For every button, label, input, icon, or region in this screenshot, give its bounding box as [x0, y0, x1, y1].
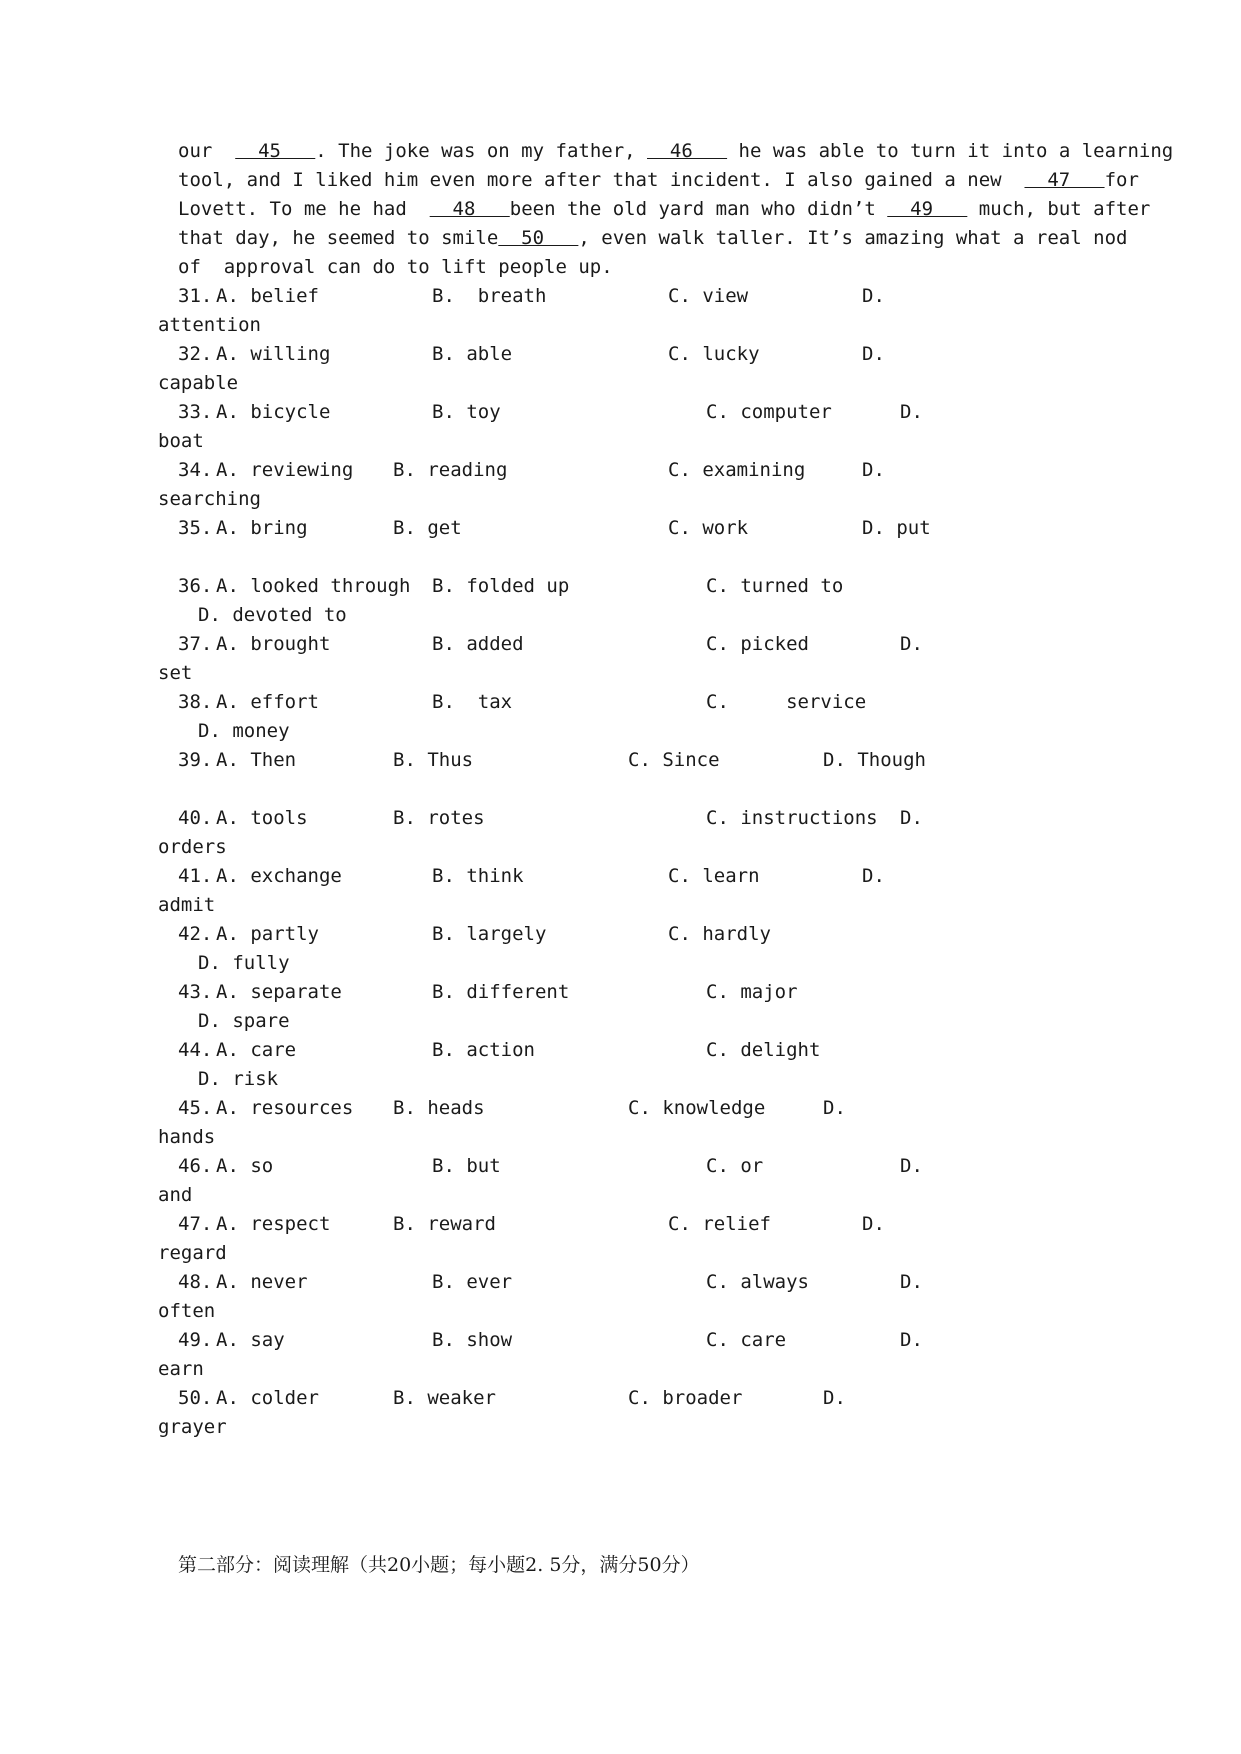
- option-c: C. picked: [706, 633, 809, 655]
- option-wrap: orders: [158, 836, 227, 858]
- option-a: A. effort: [216, 691, 319, 713]
- option-c: C. Since: [628, 749, 720, 771]
- option-d: D.: [823, 1387, 846, 1409]
- option-wrap: capable: [158, 372, 239, 394]
- option-c: C. view: [668, 285, 749, 307]
- option-c: C. care: [706, 1329, 787, 1351]
- option-b: B. ever: [432, 1271, 513, 1293]
- option-d: D.: [862, 285, 885, 307]
- question-number: 36.: [178, 575, 213, 597]
- option-a: A. separate: [216, 981, 342, 1003]
- option-a: A. willing: [216, 343, 331, 365]
- option-b: B. largely: [432, 923, 547, 945]
- question-number: 49.: [178, 1329, 213, 1351]
- option-b: B. but: [432, 1155, 501, 1177]
- question-number: 39.: [178, 749, 213, 771]
- option-wrap: D. spare: [198, 1010, 290, 1032]
- option-b: B. folded up: [432, 575, 570, 597]
- option-b: B. think: [432, 865, 524, 887]
- option-a: A. belief: [216, 285, 319, 307]
- passage-line: [178, 226, 1127, 250]
- option-a: A. bring: [216, 517, 308, 539]
- option-wrap: D. money: [198, 720, 290, 742]
- passage-line: [178, 139, 1173, 163]
- question-number: 45.: [178, 1097, 213, 1119]
- option-c: C. examining: [668, 459, 806, 481]
- question-number: 43.: [178, 981, 213, 1003]
- option-c: C. always: [706, 1271, 809, 1293]
- option-b: B. tax: [432, 691, 513, 713]
- option-wrap: searching: [158, 488, 261, 510]
- question-number: 34.: [178, 459, 213, 481]
- question-number: 46.: [178, 1155, 213, 1177]
- question-number: 47.: [178, 1213, 213, 1235]
- option-a: A. respect: [216, 1213, 331, 1235]
- option-a: A. say: [216, 1329, 285, 1351]
- question-number: 41.: [178, 865, 213, 887]
- question-number: 40.: [178, 807, 213, 829]
- option-wrap: and: [158, 1184, 193, 1206]
- option-c: C. or: [706, 1155, 764, 1177]
- option-c: C. major: [706, 981, 798, 1003]
- option-b: B. toy: [432, 401, 501, 423]
- option-b: B. Thus: [393, 749, 474, 771]
- passage-line: [178, 168, 1139, 192]
- option-wrap: regard: [158, 1242, 227, 1264]
- option-a: A. tools: [216, 807, 308, 829]
- section-heading: 第二部分：阅读理解（共20小题；每小题2. 5分，满分50分）: [178, 1554, 700, 1576]
- passage-text: . The joke was on my father,: [315, 140, 648, 162]
- blank-number: 47: [1024, 169, 1105, 191]
- option-b: B. reward: [393, 1213, 496, 1235]
- option-c: C. broader: [628, 1387, 743, 1409]
- option-c: C. service: [706, 691, 867, 713]
- passage-text: our: [178, 140, 236, 162]
- option-b: B. rotes: [393, 807, 485, 829]
- option-wrap: attention: [158, 314, 261, 336]
- question-number: 50.: [178, 1387, 213, 1409]
- option-a: A. looked through: [216, 575, 411, 597]
- passage-text: Lovett. To me he had: [178, 198, 430, 220]
- question-number: 38.: [178, 691, 213, 713]
- option-d: D.: [900, 1155, 923, 1177]
- question-number: 37.: [178, 633, 213, 655]
- passage-line: [178, 197, 1150, 221]
- option-b: B. get: [393, 517, 462, 539]
- option-c: C. work: [668, 517, 749, 539]
- blank-number: 46: [647, 140, 728, 162]
- option-wrap: D. devoted to: [198, 604, 347, 626]
- passage-text: been the old yard man who didn’t: [509, 198, 888, 220]
- option-d: D.: [900, 807, 923, 829]
- option-a: A. reviewing: [216, 459, 354, 481]
- option-a: A. colder: [216, 1387, 319, 1409]
- option-a: A. brought: [216, 633, 331, 655]
- option-d: D.: [862, 343, 885, 365]
- option-wrap: D. fully: [198, 952, 290, 974]
- passage-text: much, but after: [967, 198, 1151, 220]
- blank-number: 48: [429, 198, 510, 220]
- option-c: C. lucky: [668, 343, 760, 365]
- option-d: D.: [862, 865, 885, 887]
- option-d: D. Though: [823, 749, 926, 771]
- question-number: 48.: [178, 1271, 213, 1293]
- blank-number: 50: [498, 227, 579, 249]
- option-c: C. delight: [706, 1039, 821, 1061]
- option-b: B. action: [432, 1039, 535, 1061]
- option-a: A. care: [216, 1039, 297, 1061]
- passage-text: that day, he seemed to smile: [178, 227, 499, 249]
- option-a: A. bicycle: [216, 401, 331, 423]
- question-number: 35.: [178, 517, 213, 539]
- option-b: B. show: [432, 1329, 513, 1351]
- option-c: C. instructions: [706, 807, 878, 829]
- option-b: B. added: [432, 633, 524, 655]
- option-c: C. turned to: [706, 575, 844, 597]
- option-b: B. heads: [393, 1097, 485, 1119]
- passage-text: tool, and I liked him even more after that incident. I also gained a new: [178, 169, 1025, 191]
- blank-number: 49: [887, 198, 968, 220]
- option-c: C. hardly: [668, 923, 771, 945]
- question-number: 44.: [178, 1039, 213, 1061]
- question-number: 33.: [178, 401, 213, 423]
- option-a: A. never: [216, 1271, 308, 1293]
- option-wrap: grayer: [158, 1416, 227, 1438]
- option-d: D.: [900, 1329, 923, 1351]
- option-wrap: often: [158, 1300, 216, 1322]
- option-b: B. breath: [432, 285, 547, 307]
- option-a: A. resources: [216, 1097, 354, 1119]
- question-number: 31.: [178, 285, 213, 307]
- option-b: B. weaker: [393, 1387, 496, 1409]
- option-a: A. Then: [216, 749, 297, 771]
- option-wrap: admit: [158, 894, 216, 916]
- option-d: D.: [900, 633, 923, 655]
- question-number: 42.: [178, 923, 213, 945]
- option-b: B. reading: [393, 459, 508, 481]
- option-c: C. computer: [706, 401, 832, 423]
- option-a: A. partly: [216, 923, 319, 945]
- option-wrap: D. risk: [198, 1068, 279, 1090]
- option-d: D.: [823, 1097, 846, 1119]
- option-d: D.: [900, 1271, 923, 1293]
- option-d: D.: [862, 459, 885, 481]
- option-wrap: set: [158, 662, 193, 684]
- passage-text: for: [1104, 169, 1139, 191]
- option-c: C. knowledge: [628, 1097, 766, 1119]
- option-c: C. learn: [668, 865, 760, 887]
- passage-line: [178, 255, 613, 279]
- blank-number: 45: [235, 140, 316, 162]
- question-number: 32.: [178, 343, 213, 365]
- passage-text: of approval can do to lift people up.: [178, 256, 613, 278]
- passage-text: he was able to turn it into a learning: [727, 140, 1174, 162]
- option-c: C. relief: [668, 1213, 771, 1235]
- option-d: D.: [900, 401, 923, 423]
- option-b: B. able: [432, 343, 513, 365]
- option-d: D.: [862, 1213, 885, 1235]
- option-a: A. exchange: [216, 865, 342, 887]
- option-wrap: earn: [158, 1358, 204, 1380]
- option-wrap: boat: [158, 430, 204, 452]
- option-wrap: hands: [158, 1126, 216, 1148]
- passage-text: , even walk taller. It’s amazing what a real nod: [578, 227, 1128, 249]
- option-b: B. different: [432, 981, 570, 1003]
- option-d: D. put: [862, 517, 931, 539]
- option-a: A. so: [216, 1155, 274, 1177]
